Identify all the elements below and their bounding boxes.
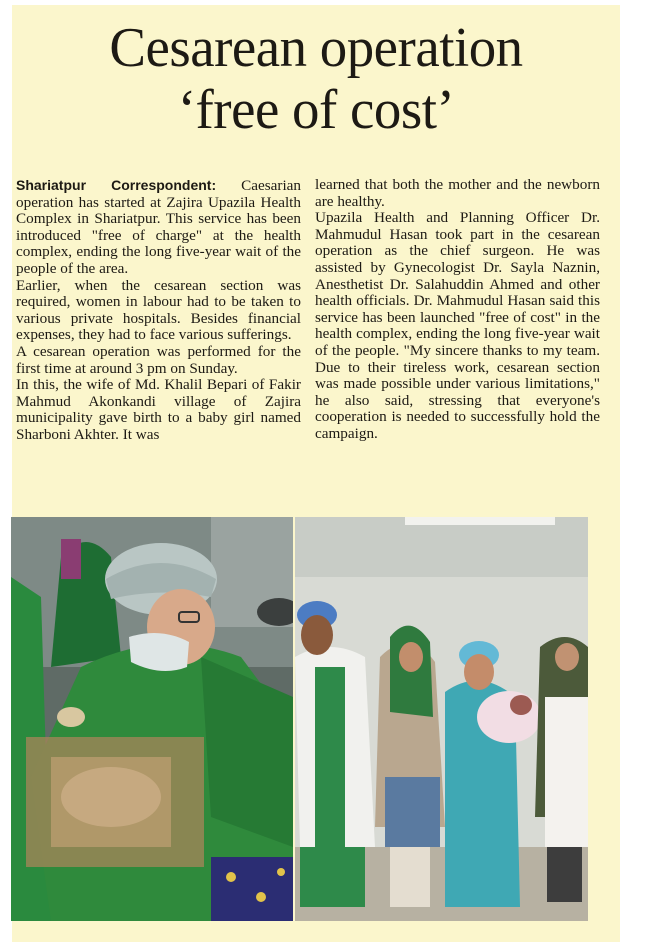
- article-body: [16, 177, 600, 507]
- operating-room-photo: [11, 517, 293, 921]
- dateline: Shariatpur Correspondent:: [16, 177, 217, 193]
- headline-line-1: Cesarean operation: [109, 17, 523, 79]
- paragraph: A cesarean operation was performed for the first time at around 3 pm on Sunday.: [16, 342, 301, 377]
- paragraph: Upazila Health and Planning Officer Dr. Mahmudul Hasan took part in the cesarean operation as the chief surgeon. He was assisted by Gynecologist Dr. Sayla Naznin, Anesthetist Dr. Salahuddin Ahmed and other health officials. Dr. Mahmudul Hasan said this service has been launched "free of cost" in the health complex, ending the long five-year wait of the people. "My sincere thanks to my team. Due to their tireless work, cesarean section was made possible under various limitations," he also said, stressing that everyone's cooperation is needed to successfully hold the campaign.: [315, 209, 600, 442]
- headline: [18, 17, 614, 141]
- headline-line-2: ‘free of cost’: [177, 79, 455, 141]
- photo-strip: [11, 517, 588, 921]
- paragraph: [16, 177, 301, 278]
- paragraph: learned that both the mother and the newborn are healthy.: [315, 176, 600, 210]
- medical-team-photo: [295, 517, 588, 921]
- column-1: [16, 177, 301, 507]
- paragraph: Earlier, when the cesarean section was required, women in labour had to be taken to various private hospitals. Besides financial expenses, they had to face various sufferings.: [16, 276, 301, 344]
- paragraph-text: Caesarian operation has started at Zajira Upazila Health Complex in Shariatpur. This service has been introduced "free of charge" at the health complex, ending the long five-year wait of the people of the area.: [16, 177, 302, 277]
- paragraph: In this, the wife of Md. Khalil Bepari of Fakir Mahmud Akonkandi village of Zajira municipality gave birth to a baby girl named Sharboni Akhter. It was: [16, 376, 301, 443]
- column-2: [315, 177, 600, 507]
